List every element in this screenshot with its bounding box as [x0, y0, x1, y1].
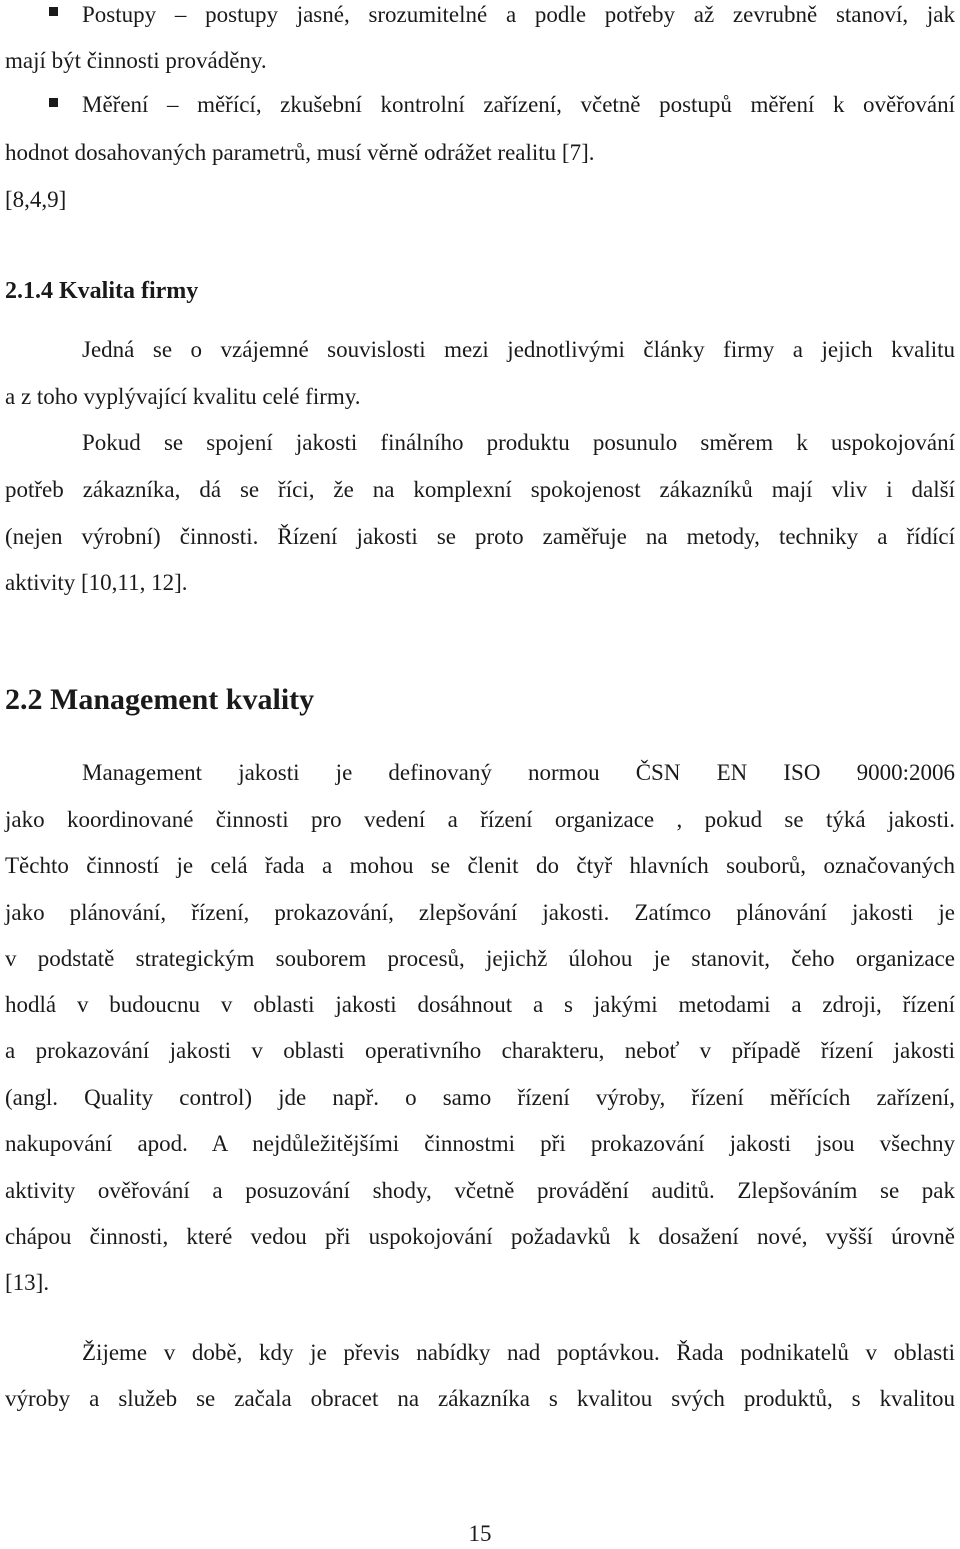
paragraph-line: Management jakosti je definovaný normou ČSN EN ISO 9000:2006	[82, 760, 955, 785]
paragraph-line: (nejen výrobní) činnosti. Řízení jakosti se proto zaměřuje na metody, techniky a řídící	[5, 524, 955, 549]
paragraph-line: Těchto činností je celá řada a mohou se členit do čtyř hlavních souborů, označovaných	[5, 853, 955, 878]
paragraph-line: potřeb zákazníka, dá se říci, že na komplexní spokojenost zákazníků mají vliv i další	[5, 477, 955, 502]
section-heading-2-1-4: 2.1.4 Kvalita firmy	[5, 278, 199, 304]
bullet-2-line-2: hodnot dosahovaných parametrů, musí věrně odrážet realitu [7].	[5, 140, 595, 165]
bullet-marker	[49, 7, 58, 16]
citation-line: [8,4,9]	[5, 187, 67, 212]
bullet-1-line-1: Postupy – postupy jasné, srozumitelné a podle potřeby až zevrubně stanoví, jak	[82, 2, 955, 27]
paragraph-line: a z toho vyplývající kvalitu celé firmy.	[5, 384, 361, 409]
paragraph-line: [13].	[5, 1270, 50, 1295]
paragraph-line: aktivity ověřování a posuzování shody, včetně provádění auditů. Zlepšováním se pak	[5, 1178, 955, 1203]
paragraph-line: výroby a služeb se začala obracet na zákazníka s kvalitou svých produktů, s kvalitou	[5, 1386, 955, 1411]
bullet-marker	[49, 98, 58, 107]
paragraph-line: Pokud se spojení jakosti finálního produktu posunulo směrem k uspokojování	[82, 430, 955, 455]
paragraph-line: v podstatě strategickým souborem procesů, jejichž úlohou je stanovit, čeho organizace	[5, 946, 955, 971]
paragraph-line: Jedná se o vzájemné souvislosti mezi jednotlivými články firmy a jejich kvalitu	[82, 337, 955, 362]
bullet-1-line-2: mají být činnosti prováděny.	[5, 48, 267, 73]
page-number: 15	[468, 1521, 492, 1546]
paragraph-line: aktivity [10,11, 12].	[5, 570, 188, 595]
paragraph-line: jako koordinované činnosti pro vedení a řízení organizace , pokud se týká jakosti.	[5, 807, 955, 832]
paragraph-line: a prokazování jakosti v oblasti operativního charakteru, neboť v případě řízení jakosti	[5, 1038, 955, 1063]
bullet-2-line-1: Měření – měřící, zkušební kontrolní zařízení, včetně postupů měření k ověřování	[82, 92, 955, 117]
section-heading-2-2: 2.2 Management kvality	[5, 683, 315, 716]
paragraph-line: chápou činnosti, které vedou při uspokojování požadavků k dosažení nové, vyšší úrovně	[5, 1224, 955, 1249]
paragraph-line: (angl. Quality control) jde např. o samo řízení výroby, řízení měřících zařízení,	[5, 1085, 955, 1110]
paragraph-line: Žijeme v době, kdy je převis nabídky nad poptávkou. Řada podnikatelů v oblasti	[82, 1340, 955, 1365]
paragraph-line: nakupování apod. A nejdůležitějšími činnostmi při prokazování jakosti jsou všechny	[5, 1131, 955, 1156]
paragraph-line: hodlá v budoucnu v oblasti jakosti dosáhnout a s jakými metodami a zdroji, řízení	[5, 992, 955, 1017]
paragraph-line: jako plánování, řízení, prokazování, zlepšování jakosti. Zatímco plánování jakosti je	[5, 900, 955, 925]
